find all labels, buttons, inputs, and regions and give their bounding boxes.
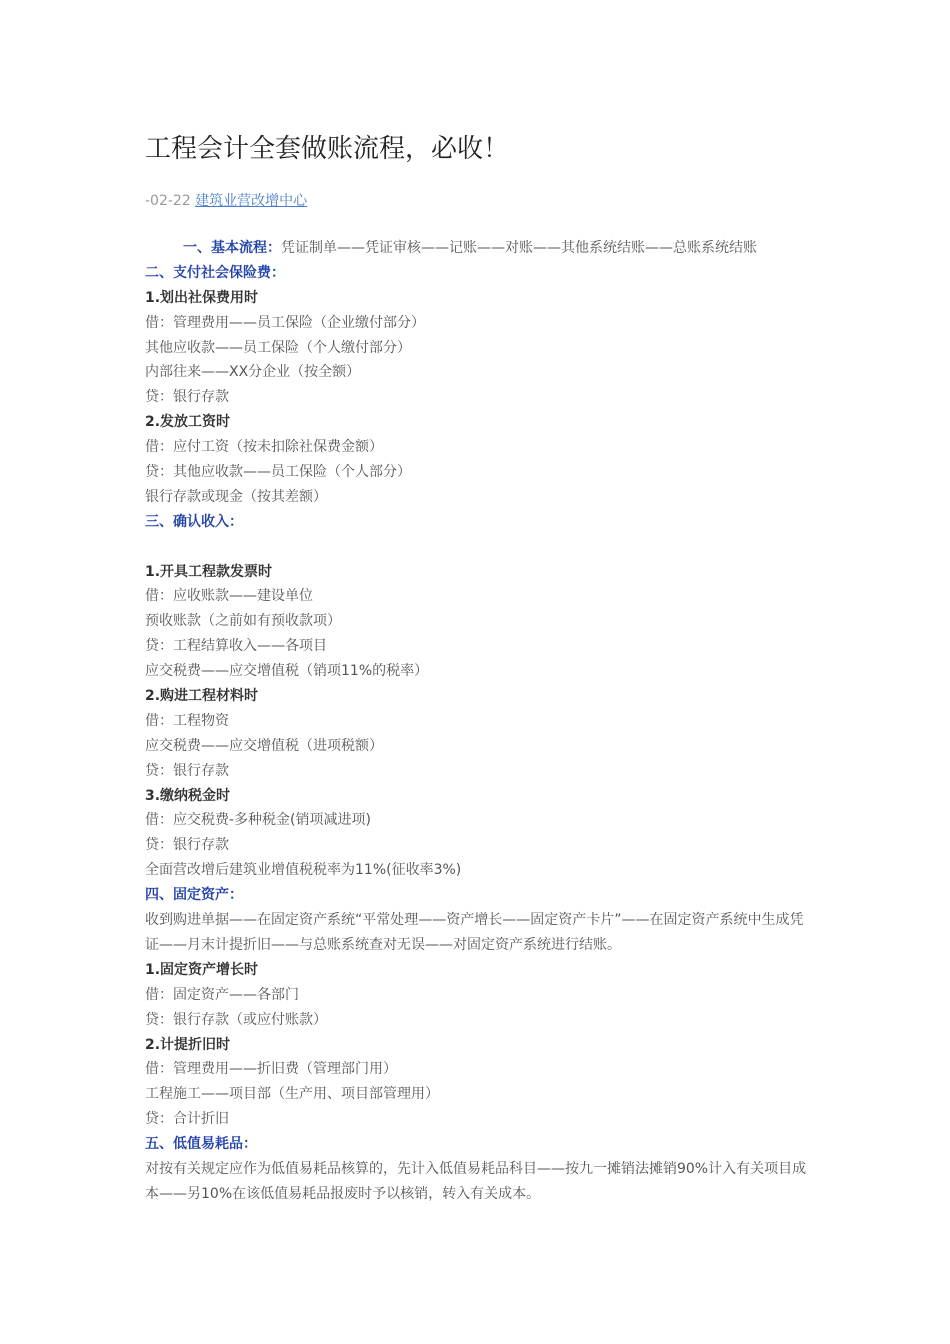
flow-steps: 凭证制单——凭证审核——记账——对账——其他系统结账——总账系统结账 — [281, 240, 757, 256]
entry-line: 应交税费——应交增值税（进项税额） — [145, 737, 383, 754]
section-basic-flow — [145, 236, 817, 261]
entry-line: 借：应交税费-多种税金(销项减进项) — [145, 812, 371, 829]
entry-line: 贷：银行存款 — [145, 389, 229, 406]
entry-line: 工程施工——项目部（生产用、项目部管理用） — [145, 1086, 439, 1103]
entry-line: 贷：银行存款 — [145, 762, 229, 779]
blank-line — [145, 535, 817, 560]
entry-line: 借：应收账款——建设单位 — [145, 588, 313, 605]
subsection-title: 1.开具工程款发票时 — [145, 563, 273, 580]
section-intro: 对按有关规定应作为低值易耗品核算的，先计入低值易耗品科目——按九一摊销法摊销90%计入有关项目成本——另10%在该低值易耗品报废时予以核销，转入有关成本。 — [145, 1160, 807, 1202]
section-heading: 二、支付社会保险费： — [145, 264, 285, 281]
entry-line: 银行存款或现金（按其差额） — [145, 488, 327, 505]
entry-line: 借：管理费用——员工保险（企业缴付部分） — [145, 314, 425, 331]
subsection-title: 1.划出社保费用时 — [145, 289, 259, 306]
subsection-title: 2.发放工资时 — [145, 414, 231, 431]
section-heading: 五、低值易耗品： — [145, 1136, 257, 1153]
entry-line: 应交税费——应交增值税（销项11%的税率） — [145, 663, 429, 680]
entry-line: 贷：其他应收款——员工保险（个人部分） — [145, 464, 411, 481]
article-date: -02-22 — [145, 193, 191, 209]
section-heading: 三、确认收入： — [145, 513, 243, 530]
subsection-title: 2.计提折旧时 — [145, 1036, 231, 1053]
entry-line: 预收账款（之前如有预收款项） — [145, 613, 341, 630]
subsection-title: 2.购进工程材料时 — [145, 688, 259, 705]
section-intro: 收到购进单据——在固定资产系统“平常处理——资产增长——固定资产卡片”——在固定资产系统中生成凭证——月末计提折旧——与总账系统查对无误——对固定资产系统进行结账。 — [145, 912, 804, 953]
entry-line: 贷：银行存款（或应付账款） — [145, 1011, 327, 1028]
source-link[interactable]: 建筑业营改增中心 — [195, 193, 308, 209]
article-meta — [145, 190, 307, 212]
entry-line: 其他应收款——员工保险（个人缴付部分） — [145, 339, 411, 356]
entry-line: 内部往来——XX分企业（按全额） — [145, 364, 361, 381]
entry-line: 贷：工程结算收入——各项目 — [145, 638, 327, 655]
article-title: 工程会计全套做账流程，必收！ — [145, 134, 510, 164]
subsection-title: 3.缴纳税金时 — [145, 787, 231, 804]
entry-line: 贷：合计折旧 — [145, 1111, 229, 1128]
entry-line: 借：固定资产——各部门 — [145, 986, 299, 1003]
section-heading: 一、基本流程： — [183, 240, 281, 256]
section-heading: 四、固定资产： — [145, 887, 243, 904]
entry-line: 贷：银行存款 — [145, 837, 229, 854]
entry-line: 借：管理费用——折旧费（管理部门用） — [145, 1061, 397, 1078]
subsection-title: 1.固定资产增长时 — [145, 961, 259, 978]
entry-line: 借：应付工资（按未扣除社保费金额） — [145, 439, 383, 456]
entry-line: 借：工程物资 — [145, 712, 229, 729]
article-body — [145, 236, 817, 1207]
entry-line: 全面营改增后建筑业增值税税率为11%(征收率3%) — [145, 862, 462, 879]
